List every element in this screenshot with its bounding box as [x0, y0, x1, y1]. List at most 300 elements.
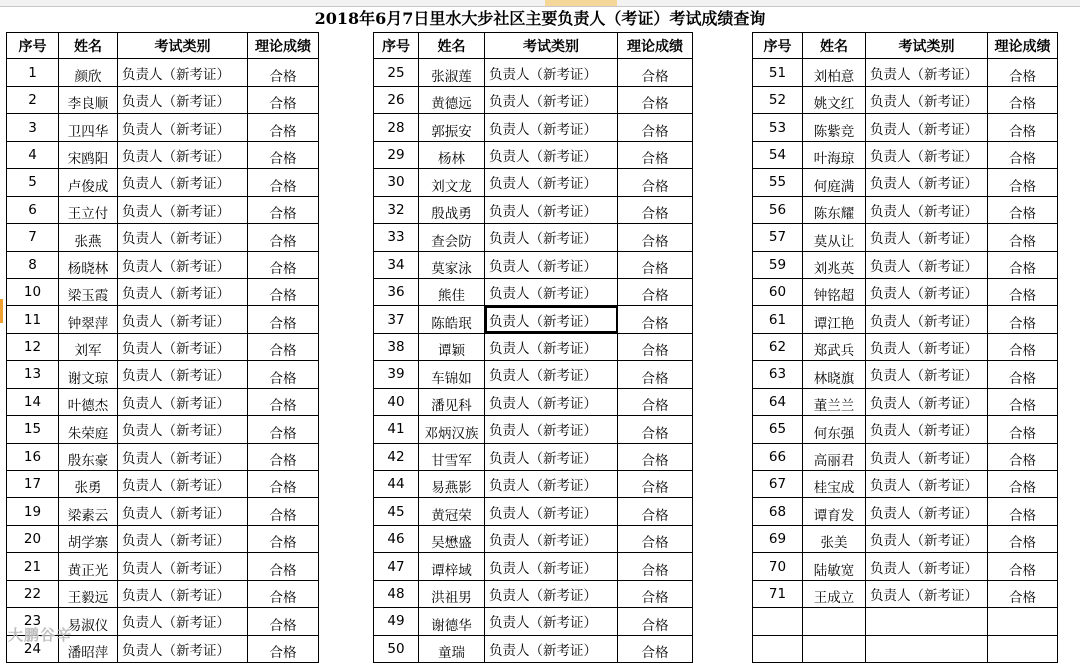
row-score-cell[interactable]: 合格: [988, 333, 1058, 360]
row-name-cell[interactable]: 宋鸥阳: [59, 141, 118, 168]
row-name-cell[interactable]: 张美: [803, 525, 866, 552]
row-score-cell[interactable]: 合格: [618, 580, 693, 607]
row-name-cell[interactable]: 何庭满: [803, 169, 866, 196]
row-seq-cell[interactable]: 64: [753, 388, 803, 415]
row-seq-cell[interactable]: 11: [7, 306, 59, 333]
row-score-cell[interactable]: 合格: [618, 114, 693, 141]
header-name[interactable]: 姓名: [803, 33, 866, 59]
row-name-cell[interactable]: 甘雪军: [419, 443, 485, 470]
row-score-cell[interactable]: 合格: [618, 553, 693, 580]
row-score-cell[interactable]: 合格: [988, 169, 1058, 196]
row-seq-cell[interactable]: 22: [7, 580, 59, 607]
row-seq-cell[interactable]: 12: [7, 333, 59, 360]
row-category-cell[interactable]: 负责人（新考证）: [485, 224, 618, 251]
row-name-cell[interactable]: 张勇: [59, 471, 118, 498]
row-name-cell[interactable]: 黄德远: [419, 86, 485, 113]
row-name-cell[interactable]: 朱荣庭: [59, 416, 118, 443]
table-row: [753, 580, 1058, 607]
row-seq-cell[interactable]: 30: [374, 169, 419, 196]
row-name-cell[interactable]: 钟铭超: [803, 278, 866, 305]
row-category-cell[interactable]: 负责人（新考证）: [866, 361, 988, 388]
row-score-cell[interactable]: 合格: [988, 251, 1058, 278]
row-seq-cell[interactable]: 25: [374, 59, 419, 86]
row-score-cell[interactable]: 合格: [248, 224, 319, 251]
row-name-cell[interactable]: 殷东豪: [59, 443, 118, 470]
row-seq-cell[interactable]: 3: [7, 114, 59, 141]
row-seq-cell[interactable]: 8: [7, 251, 59, 278]
row-seq-cell[interactable]: 36: [374, 278, 419, 305]
row-seq-cell[interactable]: 29: [374, 141, 419, 168]
table-row: [374, 471, 693, 498]
row-score-cell[interactable]: 合格: [618, 416, 693, 443]
table-row: [7, 141, 319, 168]
row-score-cell[interactable]: 合格: [618, 471, 693, 498]
row-category-cell[interactable]: 负责人（新考证）: [866, 169, 988, 196]
row-seq-cell[interactable]: 28: [374, 114, 419, 141]
table-row: [753, 525, 1058, 552]
empty-cell[interactable]: [988, 608, 1058, 635]
row-name-cell[interactable]: 莫家泳: [419, 251, 485, 278]
row-name-cell[interactable]: 陈东耀: [803, 196, 866, 223]
row-score-cell[interactable]: 合格: [988, 141, 1058, 168]
row-score-cell[interactable]: 合格: [988, 224, 1058, 251]
row-name-cell[interactable]: 王毅远: [59, 580, 118, 607]
row-category-cell[interactable]: 负责人（新考证）: [485, 608, 618, 635]
row-name-cell[interactable]: 郭振安: [419, 114, 485, 141]
row-score-cell[interactable]: 合格: [988, 114, 1058, 141]
row-category-cell[interactable]: 负责人（新考证）: [118, 471, 248, 498]
row-score-cell[interactable]: 合格: [248, 141, 319, 168]
table-row: [753, 553, 1058, 580]
row-name-cell[interactable]: 梁玉霞: [59, 278, 118, 305]
row-seq-cell[interactable]: 13: [7, 361, 59, 388]
row-category-cell[interactable]: 负责人（新考证）: [866, 224, 988, 251]
row-seq-cell[interactable]: 69: [753, 525, 803, 552]
row-score-cell[interactable]: 合格: [618, 196, 693, 223]
empty-cell[interactable]: [866, 608, 988, 635]
row-name-cell[interactable]: 张淑莲: [419, 59, 485, 86]
active-row-marker: [0, 299, 3, 323]
row-name-cell[interactable]: 谢德华: [419, 608, 485, 635]
row-category-cell[interactable]: 负责人（新考证）: [866, 141, 988, 168]
row-name-cell[interactable]: 童瑞: [419, 635, 485, 662]
row-seq-cell[interactable]: 57: [753, 224, 803, 251]
row-name-cell[interactable]: 刘柏意: [803, 59, 866, 86]
row-score-cell[interactable]: 合格: [618, 141, 693, 168]
row-category-cell[interactable]: 负责人（新考证）: [485, 443, 618, 470]
row-category-cell[interactable]: 负责人（新考证）: [866, 251, 988, 278]
row-name-cell[interactable]: 洪祖男: [419, 580, 485, 607]
row-seq-cell[interactable]: 67: [753, 471, 803, 498]
row-category-cell[interactable]: 负责人（新考证）: [866, 443, 988, 470]
row-category-cell[interactable]: 负责人（新考证）: [485, 278, 618, 305]
table-row: [374, 525, 693, 552]
row-category-cell[interactable]: 负责人（新考证）: [485, 114, 618, 141]
row-name-cell[interactable]: 叶德杰: [59, 388, 118, 415]
row-name-cell[interactable]: 王立付: [59, 196, 118, 223]
row-seq-cell[interactable]: 16: [7, 443, 59, 470]
results-table-3: [752, 32, 1058, 663]
row-score-cell[interactable]: 合格: [248, 114, 319, 141]
row-category-cell[interactable]: 负责人（新考证）: [866, 196, 988, 223]
row-score-cell[interactable]: 合格: [618, 306, 693, 333]
row-score-cell[interactable]: 合格: [248, 251, 319, 278]
row-score-cell[interactable]: 合格: [248, 471, 319, 498]
row-category-cell[interactable]: 负责人（新考证）: [866, 278, 988, 305]
row-category-cell[interactable]: 负责人（新考证）: [118, 114, 248, 141]
row-category-cell[interactable]: 负责人（新考证）: [485, 361, 618, 388]
table-row: [7, 361, 319, 388]
row-seq-cell[interactable]: 49: [374, 608, 419, 635]
results-grid: [752, 32, 1058, 663]
row-name-cell[interactable]: 熊佳: [419, 278, 485, 305]
row-name-cell[interactable]: 张燕: [59, 224, 118, 251]
row-category-cell[interactable]: 负责人（新考证）: [866, 416, 988, 443]
row-seq-cell[interactable]: 26: [374, 86, 419, 113]
row-category-cell[interactable]: 负责人（新考证）: [485, 580, 618, 607]
row-score-cell[interactable]: 合格: [248, 59, 319, 86]
row-category-cell[interactable]: 负责人（新考证）: [485, 635, 618, 662]
table-row: [753, 251, 1058, 278]
row-category-cell[interactable]: 负责人（新考证）: [485, 59, 618, 86]
row-seq-cell[interactable]: 65: [753, 416, 803, 443]
row-name-cell[interactable]: 何东强: [803, 416, 866, 443]
row-score-cell[interactable]: 合格: [248, 498, 319, 525]
row-seq-cell[interactable]: 20: [7, 525, 59, 552]
table-row: [374, 278, 693, 305]
row-seq-cell[interactable]: 68: [753, 498, 803, 525]
empty-cell[interactable]: [803, 608, 866, 635]
row-category-cell[interactable]: 负责人（新考证）: [118, 278, 248, 305]
row-score-cell[interactable]: 合格: [988, 443, 1058, 470]
row-name-cell[interactable]: 刘文龙: [419, 169, 485, 196]
empty-cell[interactable]: [803, 635, 866, 662]
row-name-cell[interactable]: 卫四华: [59, 114, 118, 141]
header-score[interactable]: 理论成绩: [248, 33, 319, 59]
row-seq-cell[interactable]: 23: [7, 608, 59, 635]
row-category-cell[interactable]: 负责人（新考证）: [118, 388, 248, 415]
row-name-cell[interactable]: 陆敏宽: [803, 553, 866, 580]
table-row: [374, 224, 693, 251]
table-row: [374, 608, 693, 635]
row-category-cell[interactable]: 负责人（新考证）: [118, 196, 248, 223]
row-score-cell[interactable]: 合格: [248, 608, 319, 635]
row-category-cell[interactable]: 负责人（新考证）: [118, 224, 248, 251]
row-category-cell[interactable]: 负责人（新考证）: [485, 471, 618, 498]
row-score-cell[interactable]: 合格: [988, 86, 1058, 113]
row-category-cell[interactable]: 负责人（新考证）: [485, 196, 618, 223]
row-seq-cell[interactable]: 59: [753, 251, 803, 278]
row-category-cell[interactable]: 负责人（新考证）: [118, 635, 248, 662]
row-category-cell[interactable]: 负责人（新考证）: [866, 553, 988, 580]
results-table-2: [373, 32, 693, 663]
row-seq-cell[interactable]: 55: [753, 169, 803, 196]
row-category-cell[interactable]: 负责人（新考证）: [118, 86, 248, 113]
row-category-cell[interactable]: 负责人（新考证）: [118, 498, 248, 525]
row-name-cell[interactable]: 黄冠荣: [419, 498, 485, 525]
row-category-cell[interactable]: 负责人（新考证）: [866, 580, 988, 607]
row-category-cell[interactable]: 负责人（新考证）: [485, 333, 618, 360]
row-category-cell[interactable]: 负责人（新考证）: [118, 443, 248, 470]
row-score-cell[interactable]: 合格: [988, 416, 1058, 443]
row-seq-cell[interactable]: 54: [753, 141, 803, 168]
row-name-cell[interactable]: 董兰兰: [803, 388, 866, 415]
row-score-cell[interactable]: 合格: [248, 361, 319, 388]
row-name-cell[interactable]: 邓炳汉族: [419, 416, 485, 443]
empty-cell[interactable]: [866, 635, 988, 662]
row-score-cell[interactable]: 合格: [988, 388, 1058, 415]
row-seq-cell[interactable]: 19: [7, 498, 59, 525]
row-seq-cell[interactable]: 63: [753, 361, 803, 388]
row-category-cell[interactable]: 负责人（新考证）: [866, 306, 988, 333]
row-category-cell[interactable]: 负责人（新考证）: [485, 498, 618, 525]
row-score-cell[interactable]: 合格: [248, 388, 319, 415]
table-row: [374, 361, 693, 388]
header-name[interactable]: 姓名: [59, 33, 118, 59]
row-category-cell[interactable]: 负责人（新考证）: [485, 169, 618, 196]
empty-cell[interactable]: [753, 635, 803, 662]
row-score-cell[interactable]: 合格: [248, 416, 319, 443]
row-category-cell[interactable]: 负责人（新考证）: [866, 498, 988, 525]
row-name-cell[interactable]: 陈皓珉: [419, 306, 485, 333]
header-category[interactable]: 考试类别: [118, 33, 248, 59]
row-name-cell[interactable]: 易淑仪: [59, 608, 118, 635]
row-seq-cell[interactable]: 40: [374, 388, 419, 415]
row-seq-cell[interactable]: 46: [374, 525, 419, 552]
row-name-cell[interactable]: 李良顺: [59, 86, 118, 113]
row-seq-cell[interactable]: 24: [7, 635, 59, 662]
row-score-cell[interactable]: 合格: [618, 224, 693, 251]
row-score-cell[interactable]: 合格: [248, 278, 319, 305]
row-category-cell[interactable]: 负责人（新考证）: [866, 114, 988, 141]
row-seq-cell[interactable]: 71: [753, 580, 803, 607]
row-score-cell[interactable]: 合格: [618, 361, 693, 388]
row-score-cell[interactable]: 合格: [248, 333, 319, 360]
header-name[interactable]: 姓名: [419, 33, 485, 59]
row-seq-cell[interactable]: 45: [374, 498, 419, 525]
row-category-cell[interactable]: 负责人（新考证）: [118, 361, 248, 388]
row-category-cell[interactable]: 负责人（新考证）: [118, 251, 248, 278]
row-seq-cell[interactable]: 39: [374, 361, 419, 388]
empty-cell[interactable]: [988, 635, 1058, 662]
row-seq-cell[interactable]: 32: [374, 196, 419, 223]
row-seq-cell[interactable]: 5: [7, 169, 59, 196]
row-seq-cell[interactable]: 61: [753, 306, 803, 333]
row-score-cell[interactable]: 合格: [618, 86, 693, 113]
row-name-cell[interactable]: 桂宝成: [803, 471, 866, 498]
row-category-cell[interactable]: 负责人（新考证）: [118, 59, 248, 86]
row-seq-cell[interactable]: 10: [7, 278, 59, 305]
row-name-cell[interactable]: 谭梓域: [419, 553, 485, 580]
row-score-cell[interactable]: 合格: [988, 471, 1058, 498]
row-name-cell[interactable]: 谭育发: [803, 498, 866, 525]
row-score-cell[interactable]: 合格: [618, 608, 693, 635]
row-score-cell[interactable]: 合格: [618, 169, 693, 196]
table-row: [7, 306, 319, 333]
row-seq-cell[interactable]: 50: [374, 635, 419, 662]
row-score-cell[interactable]: 合格: [988, 361, 1058, 388]
header-category[interactable]: 考试类别: [485, 33, 618, 59]
row-score-cell[interactable]: 合格: [248, 553, 319, 580]
row-category-cell[interactable]: 负责人（新考证）: [118, 525, 248, 552]
row-name-cell[interactable]: 车锦如: [419, 361, 485, 388]
row-score-cell[interactable]: 合格: [248, 525, 319, 552]
row-name-cell[interactable]: 谭江艳: [803, 306, 866, 333]
row-seq-cell[interactable]: 66: [753, 443, 803, 470]
row-seq-cell[interactable]: 4: [7, 141, 59, 168]
row-name-cell[interactable]: 谭颖: [419, 333, 485, 360]
row-category-cell[interactable]: 负责人（新考证）: [866, 59, 988, 86]
row-score-cell[interactable]: 合格: [988, 525, 1058, 552]
row-score-cell[interactable]: 合格: [618, 278, 693, 305]
row-name-cell[interactable]: 颜欣: [59, 59, 118, 86]
row-name-cell[interactable]: 潘见科: [419, 388, 485, 415]
row-seq-cell[interactable]: 14: [7, 388, 59, 415]
row-category-cell[interactable]: 负责人（新考证）: [485, 86, 618, 113]
row-seq-cell[interactable]: 41: [374, 416, 419, 443]
row-name-cell[interactable]: 钟翠萍: [59, 306, 118, 333]
row-score-cell[interactable]: 合格: [618, 498, 693, 525]
row-seq-cell[interactable]: 60: [753, 278, 803, 305]
row-name-cell[interactable]: 高丽君: [803, 443, 866, 470]
row-name-cell[interactable]: 姚文红: [803, 86, 866, 113]
row-seq-cell[interactable]: 38: [374, 333, 419, 360]
row-seq-cell[interactable]: 44: [374, 471, 419, 498]
row-seq-cell[interactable]: 17: [7, 471, 59, 498]
row-category-cell[interactable]: 负责人（新考证）: [485, 416, 618, 443]
row-score-cell[interactable]: 合格: [248, 196, 319, 223]
row-category-cell[interactable]: 负责人（新考证）: [866, 86, 988, 113]
row-name-cell[interactable]: 郑武兵: [803, 333, 866, 360]
header-score[interactable]: 理论成绩: [988, 33, 1058, 59]
row-category-cell[interactable]: 负责人（新考证）: [485, 388, 618, 415]
selected-cell[interactable]: 负责人（新考证）: [485, 306, 618, 333]
row-name-cell[interactable]: 查会防: [419, 224, 485, 251]
empty-cell[interactable]: [753, 608, 803, 635]
row-name-cell[interactable]: 杨林: [419, 141, 485, 168]
row-category-cell[interactable]: 负责人（新考证）: [485, 553, 618, 580]
row-seq-cell[interactable]: 52: [753, 86, 803, 113]
row-score-cell[interactable]: 合格: [988, 553, 1058, 580]
row-score-cell[interactable]: 合格: [618, 443, 693, 470]
table-row: [753, 471, 1058, 498]
row-name-cell[interactable]: 杨晓林: [59, 251, 118, 278]
row-score-cell[interactable]: 合格: [618, 59, 693, 86]
row-name-cell[interactable]: 刘军: [59, 333, 118, 360]
row-name-cell[interactable]: 刘兆英: [803, 251, 866, 278]
row-name-cell[interactable]: 吴懋盛: [419, 525, 485, 552]
row-category-cell[interactable]: 负责人（新考证）: [118, 416, 248, 443]
row-score-cell[interactable]: 合格: [988, 196, 1058, 223]
row-name-cell[interactable]: 林晓旗: [803, 361, 866, 388]
row-score-cell[interactable]: 合格: [248, 169, 319, 196]
row-category-cell[interactable]: 负责人（新考证）: [118, 141, 248, 168]
row-category-cell[interactable]: 负责人（新考证）: [866, 333, 988, 360]
row-category-cell[interactable]: 负责人（新考证）: [118, 553, 248, 580]
row-seq-cell[interactable]: 62: [753, 333, 803, 360]
header-seq[interactable]: 序号: [7, 33, 59, 59]
row-score-cell[interactable]: 合格: [988, 498, 1058, 525]
row-category-cell[interactable]: 负责人（新考证）: [118, 333, 248, 360]
row-score-cell[interactable]: 合格: [618, 251, 693, 278]
row-seq-cell[interactable]: 53: [753, 114, 803, 141]
row-name-cell[interactable]: 易燕影: [419, 471, 485, 498]
table-row: [753, 361, 1058, 388]
row-name-cell[interactable]: 莫从让: [803, 224, 866, 251]
row-seq-cell[interactable]: 70: [753, 553, 803, 580]
row-seq-cell[interactable]: 47: [374, 553, 419, 580]
row-seq-cell[interactable]: 34: [374, 251, 419, 278]
row-score-cell[interactable]: 合格: [988, 306, 1058, 333]
table-row: [7, 251, 319, 278]
row-score-cell[interactable]: 合格: [618, 525, 693, 552]
row-seq-cell[interactable]: 15: [7, 416, 59, 443]
row-name-cell[interactable]: 黄正光: [59, 553, 118, 580]
row-seq-cell[interactable]: 42: [374, 443, 419, 470]
row-score-cell[interactable]: 合格: [248, 306, 319, 333]
row-seq-cell[interactable]: 21: [7, 553, 59, 580]
row-score-cell[interactable]: 合格: [618, 333, 693, 360]
row-score-cell[interactable]: 合格: [988, 580, 1058, 607]
row-score-cell[interactable]: 合格: [618, 635, 693, 662]
row-category-cell[interactable]: 负责人（新考证）: [485, 141, 618, 168]
row-score-cell[interactable]: 合格: [248, 443, 319, 470]
row-score-cell[interactable]: 合格: [988, 59, 1058, 86]
table-row: [753, 141, 1058, 168]
row-name-cell[interactable]: 卢俊成: [59, 169, 118, 196]
row-score-cell[interactable]: 合格: [248, 635, 319, 662]
row-name-cell[interactable]: 王成立: [803, 580, 866, 607]
row-seq-cell[interactable]: 33: [374, 224, 419, 251]
row-score-cell[interactable]: 合格: [988, 278, 1058, 305]
row-category-cell[interactable]: 负责人（新考证）: [485, 251, 618, 278]
row-seq-cell[interactable]: 51: [753, 59, 803, 86]
row-seq-cell[interactable]: 56: [753, 196, 803, 223]
row-name-cell[interactable]: 胡学寨: [59, 525, 118, 552]
row-category-cell[interactable]: 负责人（新考证）: [866, 525, 988, 552]
row-seq-cell[interactable]: 7: [7, 224, 59, 251]
row-score-cell[interactable]: 合格: [248, 580, 319, 607]
header-seq[interactable]: 序号: [374, 33, 419, 59]
row-name-cell[interactable]: 梁素云: [59, 498, 118, 525]
table-row: [753, 169, 1058, 196]
row-category-cell[interactable]: 负责人（新考证）: [866, 388, 988, 415]
row-seq-cell[interactable]: 6: [7, 196, 59, 223]
row-name-cell[interactable]: 陈紫竞: [803, 114, 866, 141]
row-name-cell[interactable]: 殷战勇: [419, 196, 485, 223]
row-seq-cell[interactable]: 2: [7, 86, 59, 113]
row-category-cell[interactable]: 负责人（新考证）: [485, 525, 618, 552]
row-score-cell[interactable]: 合格: [248, 86, 319, 113]
row-category-cell[interactable]: 负责人（新考证）: [118, 306, 248, 333]
row-score-cell[interactable]: 合格: [618, 388, 693, 415]
row-category-cell[interactable]: 负责人（新考证）: [118, 580, 248, 607]
row-name-cell[interactable]: 潘昭萍: [59, 635, 118, 662]
header-category[interactable]: 考试类别: [866, 33, 988, 59]
table-row: [7, 443, 319, 470]
table-row: [753, 388, 1058, 415]
row-seq-cell[interactable]: 1: [7, 59, 59, 86]
header-score[interactable]: 理论成绩: [618, 33, 693, 59]
row-name-cell[interactable]: 谢文琼: [59, 361, 118, 388]
row-seq-cell[interactable]: 48: [374, 580, 419, 607]
row-category-cell[interactable]: 负责人（新考证）: [118, 169, 248, 196]
row-name-cell[interactable]: 叶海琼: [803, 141, 866, 168]
row-category-cell[interactable]: 负责人（新考证）: [866, 471, 988, 498]
row-seq-cell[interactable]: 37: [374, 306, 419, 333]
row-category-cell[interactable]: 负责人（新考证）: [118, 608, 248, 635]
header-seq[interactable]: 序号: [753, 33, 803, 59]
